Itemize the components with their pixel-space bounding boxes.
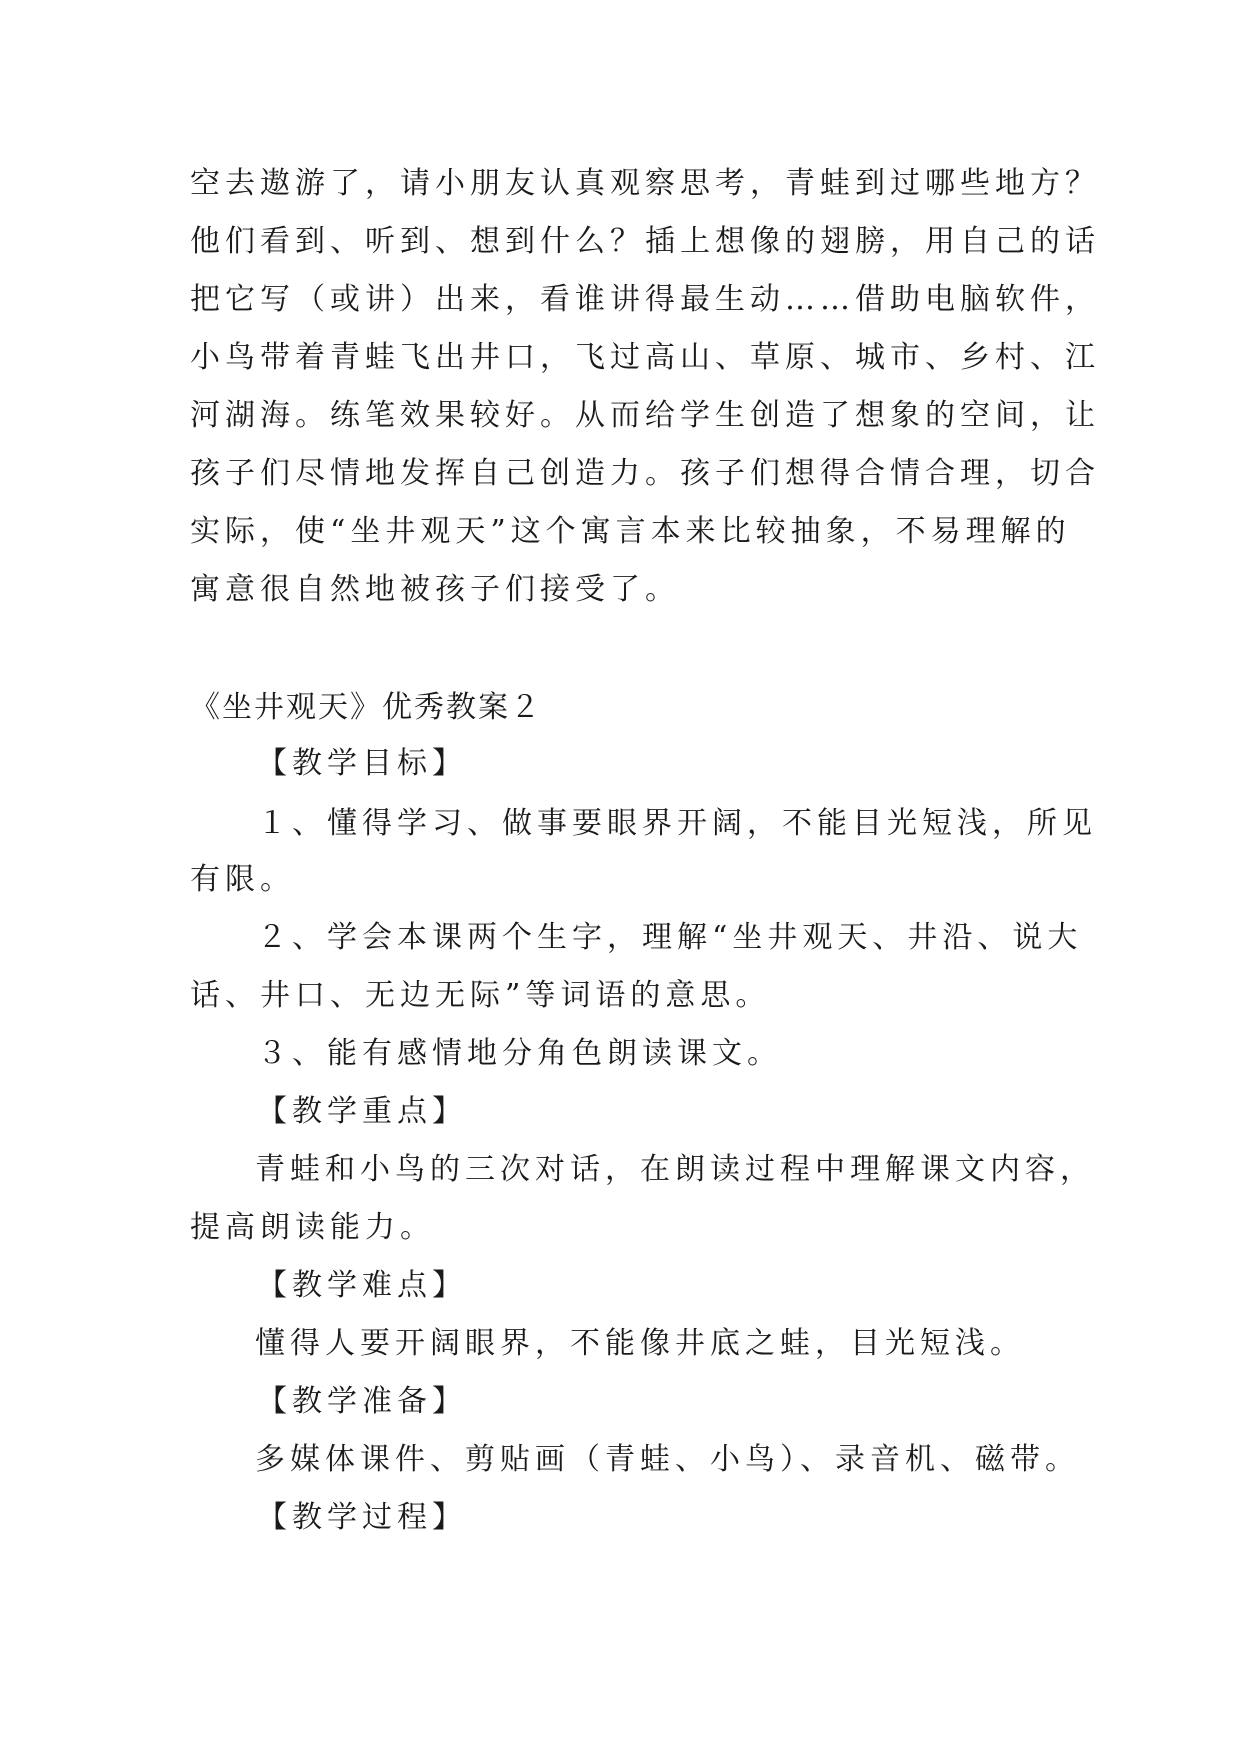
preparation-heading: 【教学准备】: [257, 1384, 467, 1419]
goal-item-2: ２、学会本课两个生字，理解“坐井观天、井沿、说大: [257, 920, 1083, 955]
goal-item-3: ３、能有感情地分角色朗读课文。: [257, 1036, 782, 1071]
goal-item-1-cont: 有限。: [190, 862, 295, 897]
goals-heading: 【教学目标】: [257, 746, 467, 781]
paragraph-line: 空去遨游了，请小朋友认真观察思考，青蛙到过哪些地方？: [190, 166, 1100, 201]
key-points-text-cont: 提高朗读能力。: [190, 1210, 435, 1245]
paragraph-line: 他们看到、听到、想到什么？插上想像的翅膀，用自己的话: [190, 224, 1100, 259]
preparation-text: 多媒体课件、剪贴画（青蛙、小鸟）、录音机、磁带。: [255, 1442, 1080, 1477]
goal-item-2-cont: 话、井口、无边无际”等词语的意思。: [190, 978, 771, 1013]
difficulties-heading: 【教学难点】: [257, 1268, 467, 1303]
paragraph-line: 孩子们尽情地发挥自己创造力。孩子们想得合情合理，切合: [190, 456, 1100, 491]
key-points-heading: 【教学重点】: [257, 1094, 467, 1129]
goal-item-1: １、懂得学习、做事要眼界开阔，不能目光短浅，所见: [257, 806, 1097, 841]
paragraph-line: 小鸟带着青蛙飞出井口，飞过高山、草原、城市、乡村、江: [190, 340, 1100, 375]
process-heading: 【教学过程】: [257, 1500, 467, 1535]
paragraph-line: 河湖海。练笔效果较好。从而给学生创造了想象的空间，让: [190, 398, 1100, 433]
section-title: 《坐井观天》优秀教案２: [190, 690, 542, 725]
paragraph-line: 把它写（或讲）出来，看谁讲得最生动……借助电脑软件，: [190, 282, 1100, 317]
paragraph-line: 实际，使“坐井观天”这个寓言本来比较抽象，不易理解的: [190, 514, 1071, 549]
difficulties-text: 懂得人要开阔眼界，不能像井底之蛙，目光短浅。: [255, 1326, 1025, 1361]
paragraph-line: 寓意很自然地被孩子们接受了。: [190, 572, 680, 607]
key-points-text: 青蛙和小鸟的三次对话，在朗读过程中理解课文内容，: [255, 1152, 1095, 1187]
